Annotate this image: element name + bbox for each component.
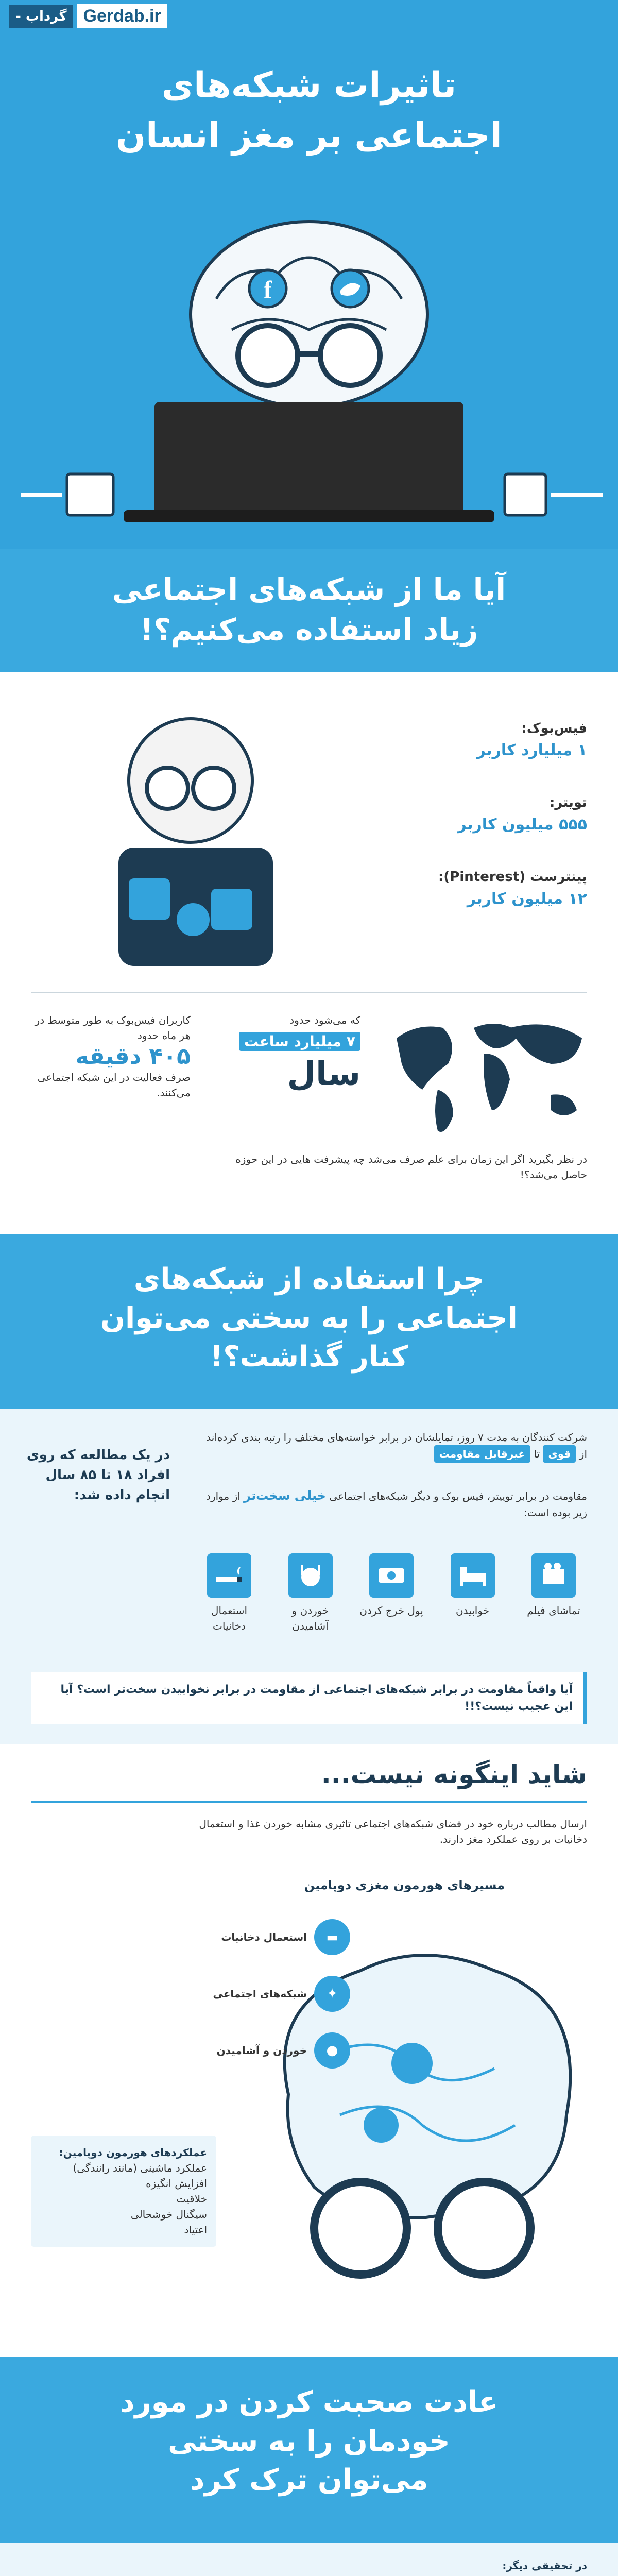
usage-stats-section	[0, 672, 618, 1234]
twitter-icon: ✦	[314, 1976, 350, 2012]
usage-title-section	[0, 549, 618, 672]
header-section	[0, 0, 618, 549]
hours-caption: در نظر بگیرید اگر این زمان برای علم صرف می‌شد چه پیشرفت هایی در این حوزه حاصل می‌شد؟!	[235, 1153, 587, 1181]
bed-icon	[451, 1553, 495, 1598]
path-smoking: ▬ استعمال دخانیات	[196, 1919, 350, 1955]
maybe-section	[0, 1744, 618, 2357]
stat-twitter: تویتر: ۵۵۵ میلیون کاربر	[457, 795, 587, 834]
facebook-app-icon	[129, 878, 170, 920]
film-icon	[531, 1553, 576, 1598]
scale-to: غیرقابل مقاومت	[434, 1445, 530, 1463]
stat-pinterest: پینترست (Pinterest): ۱۲ میلیون کاربر	[438, 869, 587, 908]
why-title-section	[0, 1234, 618, 1409]
resist-section	[0, 1409, 618, 1744]
item-film: تماشای فیلم	[520, 1553, 587, 1634]
user-illustration	[41, 703, 330, 971]
page-title-line1: تاثیرات شبکه‌های	[161, 65, 457, 106]
dopamine-item: سیگنال خوشحالی	[130, 2208, 207, 2221]
hours-block: که می‌شود حدود ۷ میلیارد ساعت سال	[206, 1012, 360, 1093]
habit-title-line3: می‌توان ترک کرد	[190, 2463, 428, 2497]
habit-title-section	[0, 2357, 618, 2543]
why-title-line1: چرا استفاده از شبکه‌های	[133, 1262, 485, 1296]
maybe-title: شاید اینگونه نیست...	[321, 1759, 587, 1789]
header-illustration	[0, 185, 618, 546]
habit-q-title: در تحقیقی دیگر:	[502, 2560, 587, 2572]
twitter-app-icon	[211, 889, 252, 930]
habit-section	[0, 2543, 618, 2576]
habit-title-line1: عادت صحبت کردن در مورد	[119, 2385, 499, 2419]
hours-value-badge: ۷ میلیارد ساعت	[239, 1032, 360, 1051]
dopamine-item: خلاقیت	[176, 2193, 207, 2205]
hours-unit: سال	[287, 1055, 360, 1093]
usage-title-line1: آیا ما از شبکه‌های اجتماعی	[112, 572, 506, 607]
header-title-wrap	[0, 62, 618, 160]
dopamine-paths-title: مسیرهای هورمون مغزی دوپامین	[304, 1878, 505, 1892]
dopamine-functions: عملکردهای هورمون دوپامین: عملکرد ماشینی (مانند رانندگی) افزایش انگیزه خلاقیت سیگنال خوشحالی اعتیاد	[31, 2136, 216, 2247]
resist-intro: شرکت کنندگان به مدت ۷ روز، تمایلشان در برابر خواسته‌های مختلف را رتبه بندی کرده‌اند از قوی تا غیرقابل مقاومت	[196, 1430, 587, 1463]
tag-label: گرداب -	[9, 5, 73, 28]
survey-note: در یک مطالعه که روی افراد ۱۸ تا ۸۵ سال انجام داده شد:	[26, 1447, 170, 1503]
why-title-line3: کنار گذاشت؟!	[210, 1340, 408, 1374]
stat-facebook: فیس‌بوک: ۱ میلیارد کاربر	[476, 721, 587, 759]
scale-from: قوی	[543, 1445, 576, 1463]
food-icon: ●	[314, 2032, 350, 2069]
page-title-line2: اجتماعی بر مغز انسان	[116, 115, 502, 156]
path-food: ● خوردن و آشامیدن	[196, 2032, 350, 2069]
source-tag: Gerdab.ir	[77, 4, 167, 28]
world-map	[386, 1007, 592, 1141]
item-money: پول خرج کردن	[358, 1553, 425, 1634]
dopamine-item: اعتیاد	[184, 2224, 207, 2236]
usage-title-line2: زیاد استفاده می‌کنیم؟!	[140, 612, 478, 648]
cigarette-icon: ▬	[314, 1919, 350, 1955]
item-sleep: خوابیدن	[439, 1553, 506, 1634]
pinterest-app-icon	[177, 903, 210, 936]
resist-callout: آیا واقعاً مقاومت در برابر شبکه‌های اجتماعی از مقاومت در برابر نخوابیدن سخت‌تر است؟ آیا این عجیب نیست؟!!	[31, 1672, 587, 1724]
item-smoking: استعمال دخانیات	[196, 1553, 263, 1634]
habit-title-line2: خودمان را به سختی	[168, 2424, 450, 2458]
platform-stats	[371, 719, 587, 910]
food-icon	[288, 1553, 333, 1598]
why-title-line2: اجتماعی را به سختی می‌توان	[100, 1301, 518, 1335]
resist-statement: مقاومت در برابر توییتر، فیس بوک و دیگر شبکه‌های اجتماعی خیلی سخت‌تر از موارد زیر بوده است:	[206, 1488, 587, 1519]
cigarette-icon	[207, 1553, 251, 1598]
dopamine-item: عملکرد ماشینی (مانند رانندگی)	[73, 2162, 207, 2174]
svg-text:f: f	[264, 276, 272, 303]
dopamine-paths	[196, 1919, 350, 2069]
monthly-minutes: کاربران فیس‌بوک به طور متوسط در هر ماه حدود ۴۰۵ دقیقه صرف فعالیت در این شبکه اجتماعی می‌کنند.	[35, 1014, 191, 1099]
top-tag[interactable]	[9, 4, 167, 28]
money-icon	[369, 1553, 414, 1598]
resist-icons-row	[196, 1553, 587, 1634]
maybe-text: ارسال مطالب درباره خود در فضای شبکه‌های اجتماعی تاثیری مشابه خوردن غذا و استعمال دخانیات بر روی عملکرد مغز دارند.	[199, 1818, 587, 1845]
dopamine-item: افزایش انگیزه	[146, 2177, 207, 2190]
item-food: خوردن و آشامیدن	[277, 1553, 344, 1634]
path-social: ✦ شبکه‌های اجتماعی	[196, 1976, 350, 2012]
